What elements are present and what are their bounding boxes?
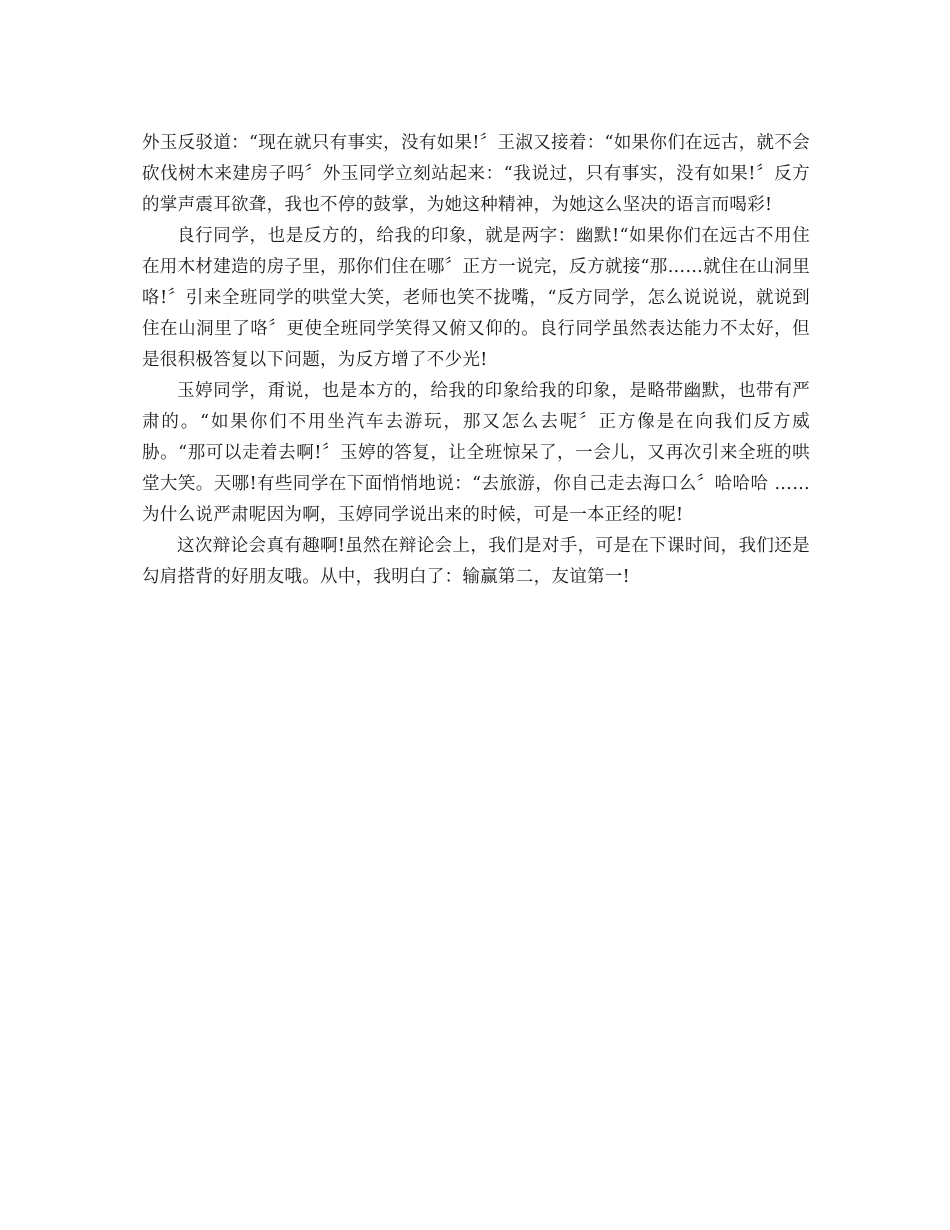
- paragraph-3: 玉婷同学，甭说，也是本方的，给我的印象给我的印象，是略带幽默，也带有严肃的。“如果你们不用坐汽车去游玩，那又怎么去呢〞正方像是在向我们反方威胁。“那可以走着去啊!〞玉婷的答复，让全班惊呆了，一会儿，又再次引来全班的哄堂大笑。天哪!有些同学在下面悄悄地说：“去旅游，你自己走去海口么〞哈哈哈 …… 为什么说严肃呢因为啊，玉婷同学说出来的时候，可是一本正经的呢!: [142, 381, 810, 525]
- paragraph-4: 这次辩论会真有趣啊!虽然在辩论会上，我们是对手，可是在下课时间，我们还是勾肩搭背的好朋友哦。从中，我明白了：输赢第二，友谊第一!: [142, 536, 810, 587]
- paragraph-2: 良行同学，也是反方的，给我的印象，就是两字：幽默!“如果你们在远古不用住在用木材建造的房子里，那你们住在哪〞正方一说完，反方就接“那……就住在山洞里咯!〞引来全班同学的哄堂大笑，老师也笑不拢嘴，“反方同学，怎么说说说，就说到住在山洞里了咯〞更使全班同学笑得又俯又仰的。良行同学虽然表达能力不太好，但是很积极答复以下问题，为反方增了不少光!: [142, 226, 810, 370]
- document-body: [142, 128, 810, 593]
- paragraph-1: 外玉反驳道：“现在就只有事实，没有如果!〞王淑又接着：“如果你们在远古，就不会砍伐树木来建房子吗〞外玉同学立刻站起来：“我说过，只有事实，没有如果!〞反方的掌声震耳欲聋，我也不停的鼓掌，为她这种精神，为她这么坚决的语言而喝彩!: [142, 133, 810, 215]
